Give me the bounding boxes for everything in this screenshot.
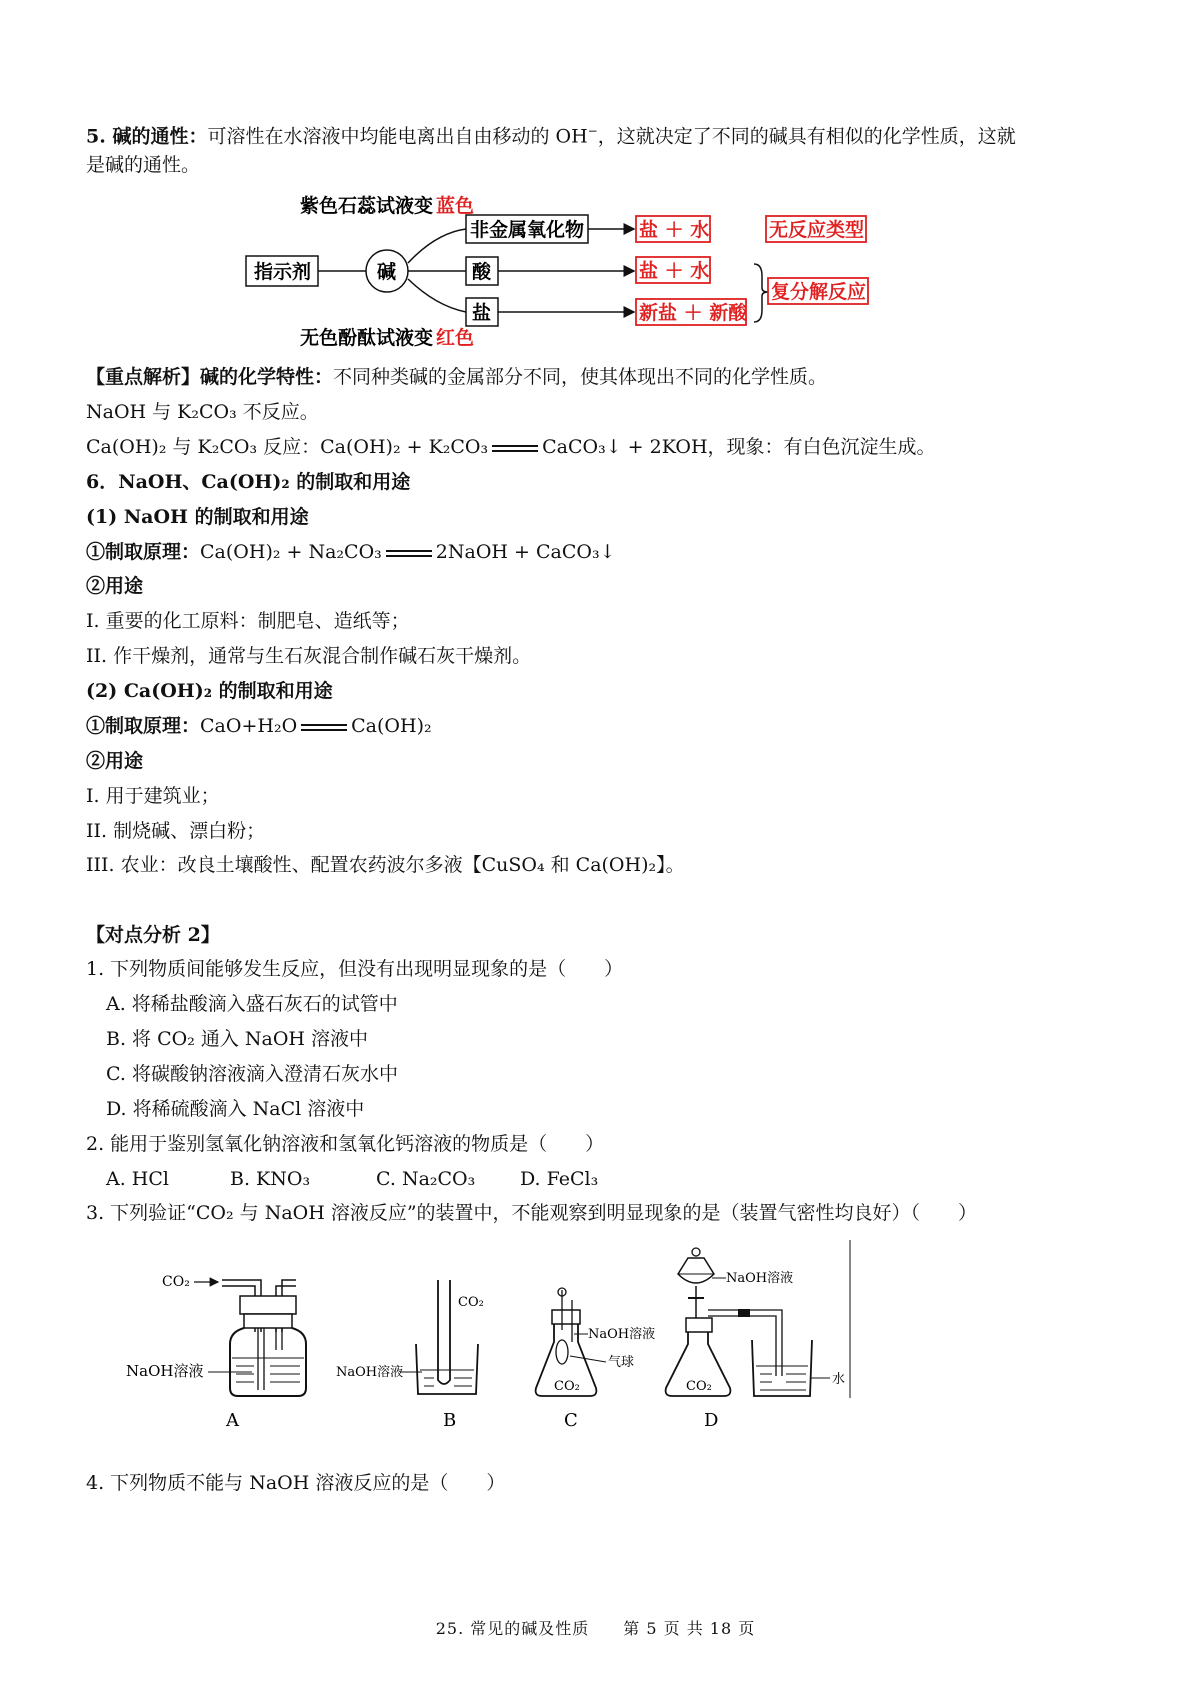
- box-acid-text: 酸: [472, 261, 492, 283]
- type-2: 复分解反应: [771, 281, 867, 303]
- page-footer: 25. 常见的碱及性质 第 5 页 共 18 页: [435, 1619, 756, 1638]
- question-3: 3. 下列验证“CO₂ 与 NaOH 溶液反应”的装置中，不能观察到明显现象的是（装置气密性均良好）（ ）: [86, 1202, 978, 1224]
- analysis-head: 【重点解析】碱的化学特性：: [86, 366, 334, 388]
- naoh-label: NaOH溶液: [588, 1327, 656, 1342]
- use-item: I. 重要的化工原料：制肥皂、造纸等；: [86, 610, 410, 632]
- branch-line: [408, 279, 466, 312]
- box-nonmetal-oxide-text: 非金属氧化物: [470, 219, 585, 241]
- prep-label: ①制取原理：: [86, 715, 201, 737]
- section5-line1: [86, 118, 1016, 149]
- use-label: ②用途: [86, 575, 144, 597]
- label-b: B: [443, 1410, 457, 1431]
- use-item: III. 农业：改良土壤酸性、配置农药波尔多液【CuSO₄ 和 Ca(OH)₂】。: [86, 854, 685, 876]
- option: A. 将稀盐酸滴入盛石灰石的试管中: [106, 993, 398, 1015]
- apparatus-d: [666, 1240, 850, 1431]
- base-text: 碱: [377, 261, 397, 283]
- phenol-label: 无色酚酞试液变: [300, 327, 434, 349]
- litmus-blue: 蓝色: [436, 195, 475, 217]
- option: B. KNO₃: [230, 1168, 311, 1190]
- prep-right: 2NaOH + CaCO₃↓: [435, 541, 616, 563]
- apparatus-b: [336, 1280, 484, 1431]
- co2-label: CO₂: [162, 1274, 190, 1290]
- analysis-l2: [86, 434, 936, 460]
- label-d: D: [704, 1410, 719, 1431]
- question-2: 2. 能用于鉴别氢氧化钠溶液和氢氧化钙溶液的物质是（ ）: [86, 1133, 605, 1155]
- analysis-line: [86, 364, 827, 390]
- section5-text: 可溶性在水溶液中均能电离出自由移动的 OH: [207, 125, 588, 148]
- brace: [754, 264, 768, 322]
- option: B. 将 CO₂ 通入 NaOH 溶液中: [106, 1028, 369, 1050]
- option: A. HCl: [106, 1168, 169, 1190]
- use-item: II. 制烧碱、漂白粉；: [86, 820, 266, 842]
- label-a: A: [226, 1410, 239, 1431]
- naoh-label: NaOH溶液: [726, 1271, 794, 1286]
- option: D. 将稀硫酸滴入 NaCl 溶液中: [106, 1098, 365, 1120]
- section6-title: 6．NaOH、Ca(OH)₂ 的制取和用途: [86, 471, 411, 493]
- equation-right: CaCO₃↓ + 2KOH，现象：有白色沉淀生成。: [542, 436, 936, 458]
- option: C. Na₂CO₃: [376, 1168, 476, 1190]
- prep-left: CaO+H₂O: [200, 715, 298, 737]
- naoh-label: NaOH溶液: [336, 1365, 404, 1380]
- co2-label: CO₂: [554, 1379, 580, 1394]
- naoh-label: NaOH溶液: [126, 1362, 204, 1380]
- apparatus-c: [536, 1288, 656, 1431]
- branch-line: [408, 229, 466, 263]
- result-1: 盐 ＋ 水: [639, 219, 710, 241]
- indicator-text: 指示剂: [254, 261, 312, 283]
- phenol-red: 红色: [436, 327, 475, 349]
- water-label: 水: [832, 1372, 846, 1387]
- use-item: I. 用于建筑业；: [86, 785, 220, 807]
- type-1: 无反应类型: [769, 219, 865, 241]
- result-3: 新盐 ＋ 新酸: [639, 302, 748, 324]
- question-1: 1. 下列物质间能够发生反应，但没有出现明显现象的是（ ）: [86, 958, 624, 980]
- option: C. 将碳酸钠溶液滴入澄清石灰水中: [106, 1063, 398, 1085]
- co2-label: CO₂: [686, 1379, 712, 1394]
- section6-sub1: (1) NaOH 的制取和用途: [86, 506, 309, 528]
- prep-label: ①制取原理：: [86, 541, 201, 563]
- prep-right: Ca(OH)₂: [351, 715, 432, 737]
- exercise-head: 【对点分析 2】: [86, 924, 220, 946]
- question-4: 4. 下列物质不能与 NaOH 溶液反应的是（ ）: [86, 1472, 506, 1494]
- equals-sign: [492, 445, 538, 452]
- option: D. FeCl₃: [520, 1168, 599, 1190]
- use-label: ②用途: [86, 750, 144, 772]
- balloon-label: 气球: [608, 1355, 635, 1370]
- section5-line2: 是碱的通性。: [86, 154, 201, 176]
- section5-text-end: ，这就决定了不同的碱具有相似的化学性质，这就: [597, 125, 1016, 148]
- box-salt-text: 盐: [472, 302, 492, 324]
- section6-sub2: (2) Ca(OH)₂ 的制取和用途: [86, 680, 333, 702]
- analysis-l1: NaOH 与 K₂CO₃ 不反应。: [86, 401, 319, 423]
- prep-left: Ca(OH)₂ + Na₂CO₃: [200, 541, 382, 563]
- co2-label: CO₂: [458, 1295, 484, 1310]
- section5-title: 5. 碱的通性：: [86, 125, 208, 148]
- analysis-text: 不同种类碱的金属部分不同，使其体现出不同的化学性质。: [333, 366, 828, 388]
- base-properties-diagram: [236, 188, 966, 353]
- caoh2-prep: [86, 713, 432, 739]
- litmus-label: 紫色石蕊试液变: [300, 195, 434, 217]
- equation-left: Ca(OH)₂ 与 K₂CO₃ 反应：Ca(OH)₂ + K₂CO₃: [86, 436, 489, 458]
- use-item: II. 作干燥剂，通常与生石灰混合制作碱石灰干燥剂。: [86, 645, 532, 667]
- apparatus-figure: [126, 1240, 906, 1460]
- apparatus-a: [126, 1274, 306, 1431]
- label-c: C: [564, 1410, 578, 1431]
- naoh-prep: [86, 539, 615, 565]
- oh-superscript: −: [587, 124, 598, 138]
- equals-sign: [386, 550, 432, 557]
- equals-sign: [301, 724, 347, 731]
- result-2: 盐 ＋ 水: [639, 260, 710, 282]
